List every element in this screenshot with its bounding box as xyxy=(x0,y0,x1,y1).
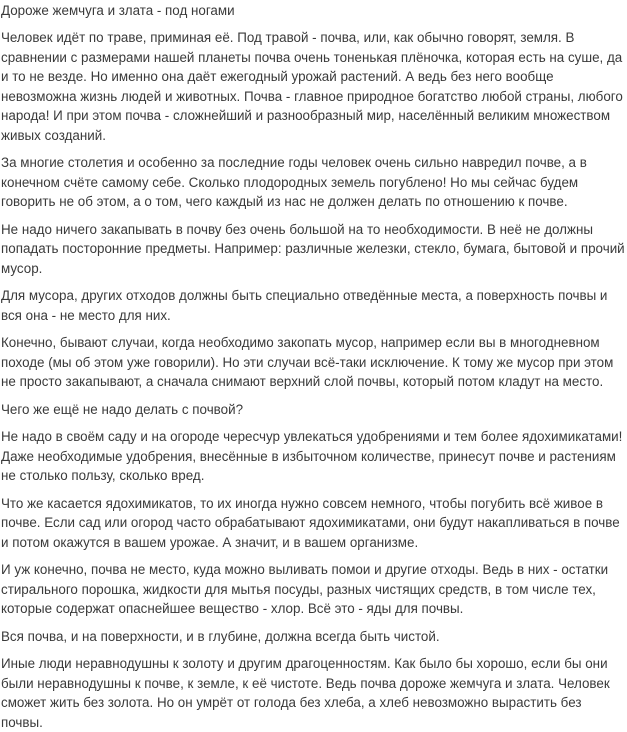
paragraph: И уж конечно, почва не место, куда можно выливать помои и другие отходы. Ведь в них - остатки стирального порошка, жидкости для мытья посуды, разных чистящих средств, в том числе тех, которые содержат опаснейшее вещество - хлор. Всё это - яды для почвы. xyxy=(1,562,609,616)
paragraph: Вся почва, и на поверхности, и в глубине, должна всегда быть чистой. xyxy=(1,628,440,644)
paragraph: Конечно, бывают случаи, когда необходимо закопать мусор, например если вы в многодневном походе (мы об этом уже говорили). Но эти случаи всё-таки исключение. К тому же мусор при этом не просто закапывают, а сначала снимают верхний слой почвы, который потом кладут на место. xyxy=(1,335,614,389)
paragraph: Для мусора, других отходов должны быть специально отведённые места, а поверхность почвы и вся она - не место для них. xyxy=(1,288,608,323)
paragraph: Не надо в своём саду и на огороде чересчур увлекаться удобрениями и тем более ядохимикатами! Даже необходимые удобрения, внесённые в избыточном количестве, принесут почве и растениям не столько пользу, сколько вред. xyxy=(1,429,623,483)
paragraph: Что же касается ядохимикатов, то их иногда нужно совсем немного, чтобы погубить всё живое в почве. Если сад или огород часто обрабатывают ядохимикатами, они будут накапливаться в почве и потом окажутся в вашем урожае. А значит, и в вашем организме. xyxy=(1,495,620,550)
paragraph: Человек идёт по траве, приминая её. Под травой - почва, или, как обычно говорят, земля. В сравнении с размерами нашей планеты почва очень тоненькая плёночка, которая есть на суше, да и то не везде. Но именно она даёт ежегодный урожай растений. А ведь без него вообще невозможна жизнь людей и животных. Почва - главное природное богатство любой страны, любого народа! И при этом почва - сложнейший и разнообразный мир, населённый великим множеством живых созданий. xyxy=(1,30,623,143)
paragraph: Не надо ничего закапывать в почву без очень большой на то необходимости. В неё не должны попадать посторонние предметы. Например: различные железки, стекло, бумага, бытовой и прочий мусор. xyxy=(1,221,625,276)
paragraph: Чего же ещё не надо делать с почвой? xyxy=(1,401,244,417)
document-title: Дороже жемчуга и злата - под ногами xyxy=(1,3,235,18)
paragraph: За многие столетия и особенно за последние годы человек очень сильно навредил почве, а в конечном счёте самому себе. Сколько плодородных земель погублено! Но мы сейчас будем говорить не об этом, а о том, чего каждый из нас не должен делать по отношению к почве. xyxy=(1,155,587,209)
paragraph: Иные люди неравнодушны к золоту и другим драгоценностям. Как было бы хорошо, если бы они были неравнодушны к почве, к земле, к её чистоте. Ведь почва дороже жемчуга и злата. Человек сможет жить без золота. Но он умрёт от голода без хлеба, а хлеб невозможно вырастить без почвы. xyxy=(1,656,610,730)
